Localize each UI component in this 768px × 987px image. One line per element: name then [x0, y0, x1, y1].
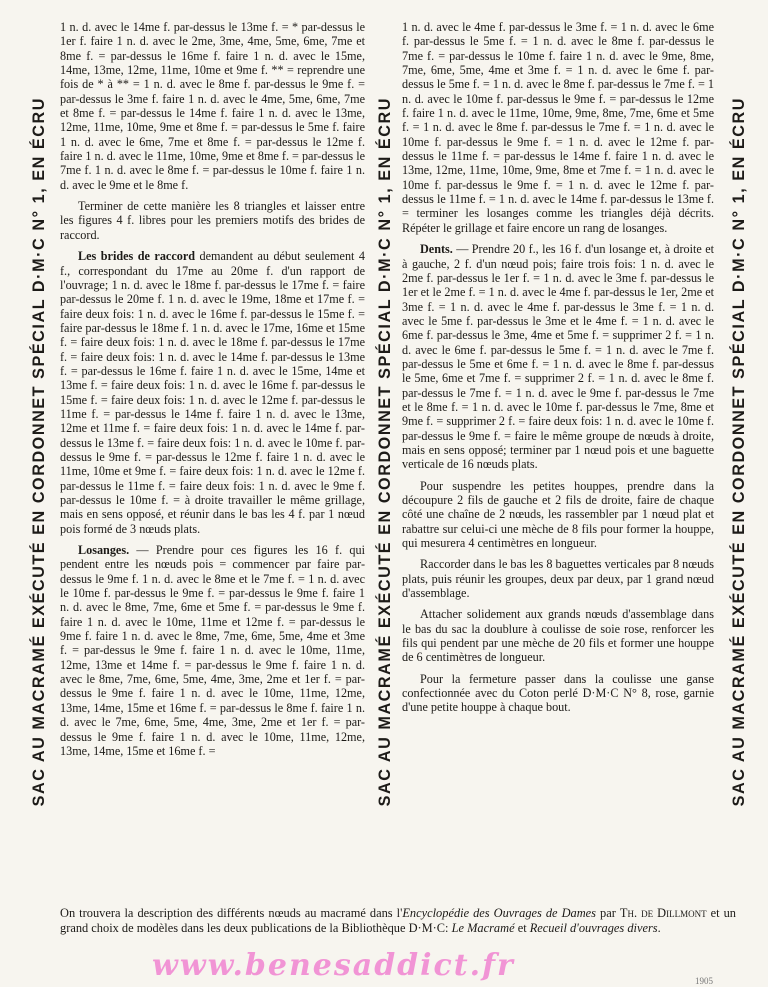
bottom-note	[60, 906, 736, 936]
paragraph-fermeture: Pour la fermeture passer dans la coulisse une ganse confectionnée avec du Coton perlé D·M·C N° 8, rose, garnie d'une petite houppe à chaque bout.	[402, 671, 714, 715]
left-column	[60, 20, 365, 882]
losanges-body: — Prendre pour ces figures les 16 f. qui pendent entre les nœuds pois = commencer par faire par-dessus le 9me f. 1 n. d. avec le 8me et le 7me f. = 1 n. d. avec le 10me f. par-dessus le 9me f. = par-dessus le 9me f. faire 1 n. d. avec le 8me, 7me, 6me et 5me f. = par-dessus le 9me f. faire 1 n. d. avec le 10me, 11me et 12me f. = par-dessus le 9me f. faire 1 n. d. avec le 8me, 7me, 6me, 5me, 4me et 3me f. = par-dessus le 9me f. faire 1 n. d. avec le 10me, 11me, 12me, 13me et 14me f. = par-dessus le 9me f. faire 1 n. d. avec le 8me, 7me, 6me, 5me, 4me, 3me, 2me et 1er f. = par-dessus le 9me f. faire 1 n. d. avec le 10me, 11me, 12me, 13me, 14me, 15me et 16me f. = par-dessus le 8me f. faire 1 n. d. avec le 7me, 6me, 5me, 4me, 3me, 2me et 1er f. = par-dessus le 9me f. faire 1 n. d. avec le 10me, 11me, 12me, 13me, 14me, 15me et 16me f. =	[60, 543, 365, 758]
note-author: Th. de Dillmont	[619, 906, 707, 920]
side-title-middle	[370, 22, 400, 882]
note-encyclopedie: Encyclopédie des Ouvrages de Dames	[402, 906, 597, 920]
note-text-a: On trouvera la description des différents nœuds au macramé dans l'	[60, 906, 403, 920]
paragraph-attacher: Attacher solidement aux grands nœuds d'assemblage dans le bas du sac la doublure à coulisse de soie rose, renforcer les fils qui pendent par une mèche de 20 fils et former une houppe de 6 centimètres de longueur.	[402, 607, 714, 665]
note-text-g: et	[514, 921, 530, 935]
note-macrame: Le Macramé	[451, 921, 515, 935]
heading-losanges: Losanges.	[78, 543, 130, 558]
watermark: www.benesaddict.fr	[152, 948, 515, 983]
paragraph-raccorder: Raccorder dans le bas les 8 baguettes verticales par 8 nœuds plats, puis réunir les groupes, deux par deux, par 1 grand nœud d'assemblage.	[402, 557, 714, 601]
note-text-c: par	[596, 906, 620, 920]
side-title-left	[24, 22, 54, 882]
paragraph-terminer: Terminer de cette manière les 8 triangles et laisser entre les figures 4 f. libres pour les premiers motifs des brides de raccord.	[60, 199, 365, 242]
side-title-left-text: SAC AU MACRAMÉ EXÉCUTÉ EN CORDONNET SPÉCIAL D·M·C N° 1, EN ÉCRU	[29, 97, 48, 807]
paragraph-dents	[402, 242, 714, 472]
note-recueil: Recueil d'ouvrages divers	[529, 921, 658, 935]
side-title-right	[724, 22, 754, 882]
note-text-e: et un grand choix de modèles dans les deux publications de la Bibliothèque D·M·C:	[60, 906, 736, 935]
page-number: 1905	[695, 976, 713, 986]
paragraph-losanges-cont: 1 n. d. avec le 4me f. par-dessus le 3me f. = 1 n. d. avec le 6me f. par-dessus le 5me f. = 1 n. d. avec le 8me f. par-dessus le 7me f. = par-dessus le 10me f. faire 1 n. d. avec le 9me, 8me, 7me, 6me, 5me, 4me et 3me f. = 1 n. d. avec le 6me f. par-dessus le 5me f. = 1 n. d. avec le 8me f. par-dessus le 7me f. = 1 n. d. avec le 10me f. par-dessus le 9me f. = par-dessus le 12me f. faire 1 n. d. avec le 11me, 10me, 9me, 8me, 7me, 6me et 5me f. = 1 n. d. avec le 8me f. par-dessus le 7me f. = 1 n. d. avec le 10me f. par-dessus le 9me f. = 1 n. d. avec le 12me f. par-dessus le 11me f. = par-dessus le 14me f. faire 1 n. d. avec le 13me, 12me, 11me, 10me, 9me, 8me et 7me f. = 1 n. d. avec le 10me f. par-dessus le 9me f. = 1 n. d. avec le 12me f. par-dessus le 11me f. = 1 n. d. avec le 14me f. par-dessus le 13me f. = terminer les losanges comme les triangles déjà décrits. Répéter le grillage et faire encore un rang de losanges.	[402, 20, 714, 235]
heading-dents: Dents.	[420, 242, 453, 257]
paragraph-brides	[60, 249, 365, 536]
right-column	[402, 20, 714, 882]
dents-body: — Prendre 20 f., les 16 f. d'un losange et, à droite et à gauche, 2 f. d'un nœud pois; faire trois fois: 1 n. d. avec le 2me f. par-dessus le 1er f. = 1 n. d. avec le 3me f. par-dessus le 1er et le 2me f. = 1 n. d. avec le 4me f. par-dessus le 1er, 2me et 3me f. = 1 n. d. avec le 4me f. par-dessus le 3me f. = 1 n. d. avec le 5me f. par-dessus le 3me et le 4me f. = 1 n. d. avec le 6me f. par-dessus le 3me, 4me et 5me f. = supprimer 2 f. = 1 n. d. avec le 6me f. par-dessus le 5me f. = 1 n. d. avec le 7me f. par-dessus le 5me et 6me f. = 1 n. d. avec le 8me f. par-dessus le 5me, 6me et 7me f. = supprimer 2 f. = 1 n. d. avec le 8me f. par-dessus le 7me f. = 1 n. d. avec le 9me f. par-dessus le 7me et le 8me f. = 1 n. d. avec le 10me f. par-dessus le 7me, 8me et 9me f. = supprimer 2 f. = faire deux fois: 1 n. d. avec le 10me f. par-dessus le 9me f. = faire le même groupe de nœuds à droite, mais en sens opposé; terminer par 1 nœud pois et une baguette verticale de 16 nœuds plats.	[402, 242, 714, 472]
note-text-i: .	[657, 921, 661, 935]
side-title-middle-text: SAC AU MACRAMÉ EXÉCUTÉ EN CORDONNET SPÉCIAL D·M·C N° 1, EN ÉCRU	[375, 97, 394, 807]
paragraph-losanges	[60, 543, 365, 758]
brides-body: demandent au début seulement 4 f., correspondant du 17me au 20me f. d'un rapport de l'ouvrage; 1 n. d. avec le 18me f. par-dessus le 17me f. = faire par-dessus le 20me f. 1 n. d. avec le 19me, 18me et 17me f. = faire deux fois: 1 n. d. avec le 16me f. par-dessus le 15me f. = faire par-dessus le 18me f. 1 n. d. avec le 17me, 16me et 15me f. = faire deux fois: 1 n. d. avec le 18me f. par-dessus le 17me f. = faire deux fois: 1 n. d. avec le 14me f. par-dessus le 13me f. = par-dessus le 16me f. faire 1 n. d. avec le 15me, 14me et 13me f. = faire deux fois: 1 n. d. avec le 16me f. par-dessus le 15me f. = faire deux fois: 1 n. d. avec le 12me f. par-dessus le 11me f. = par-dessus le 14me f. faire 1 n. d. avec le 13me, 12me et 11me f. = faire deux fois: 1 n. d. avec le 14me f. par-dessus le 13me f. = faire deux fois: 1 n. d. avec le 10me f. par-dessus le 9me f. = par-dessus le 12me f. faire 1 n. d. avec le 11me, 10me et 9me f. = faire deux fois: 1 n. d. avec le 12me f. par-dessus le 11me f. = faire deux fois: 1 n. d. avec le 9me f. par-dessus le 10me f. = à droite travailler le même grillage, mais en sens opposé, et réunir dans le bas les 4 f. par 1 nœud pois formé de 3 nœuds plats.	[60, 249, 365, 536]
heading-brides: Les brides de raccord	[78, 249, 196, 264]
paragraph-houppes: Pour suspendre les petites houppes, prendre dans la découpure 2 fils de gauche et 2 fils de droite, faire de chaque côté une chaîne de 2 nœuds, les rassembler par 1 nœud plat et rabattre sur celui-ci une mèche de 8 fils pour former la houppe, qui mesurera 4 centimètres en longueur.	[402, 478, 714, 551]
side-title-right-text: SAC AU MACRAMÉ EXÉCUTÉ EN CORDONNET SPÉCIAL D·M·C N° 1, EN ÉCRU	[729, 97, 748, 807]
paragraph-triangles: 1 n. d. avec le 14me f. par-dessus le 13me f. = * par-dessus le 1er f. faire 1 n. d. avec le 2me, 3me, 4me, 5me, 6me, 7me et 8me f. = par-dessus le 16me f. faire 1 n. d. avec le 15me, 14me, 13me, 12me, 11me, 10me et 9me f. ** = reprendre une fois de * à ** = 1 n. d. avec le 8me f. par-dessus le 9me f. = par-dessus le 3me f. faire 1 n. d. avec le 4me, 5me, 6me, 7me et 8me f. = par-dessus le 14me f. faire 1 n. d. avec le 13me, 12me, 11me, 10me, 9me et 8me f. = par-dessus le 5me f. faire 1 n. d. avec le 6me, 7me et 8me f. = par-dessus le 12me f. faire 1 n. d. avec le 11me, 10me, 9me et 8me f. = par-dessus le 7me f. 1 n. d. avec le 8me f. = par-dessus le 10me f. faire 1 n. d. avec le 9me et le 8me f.	[60, 20, 365, 192]
